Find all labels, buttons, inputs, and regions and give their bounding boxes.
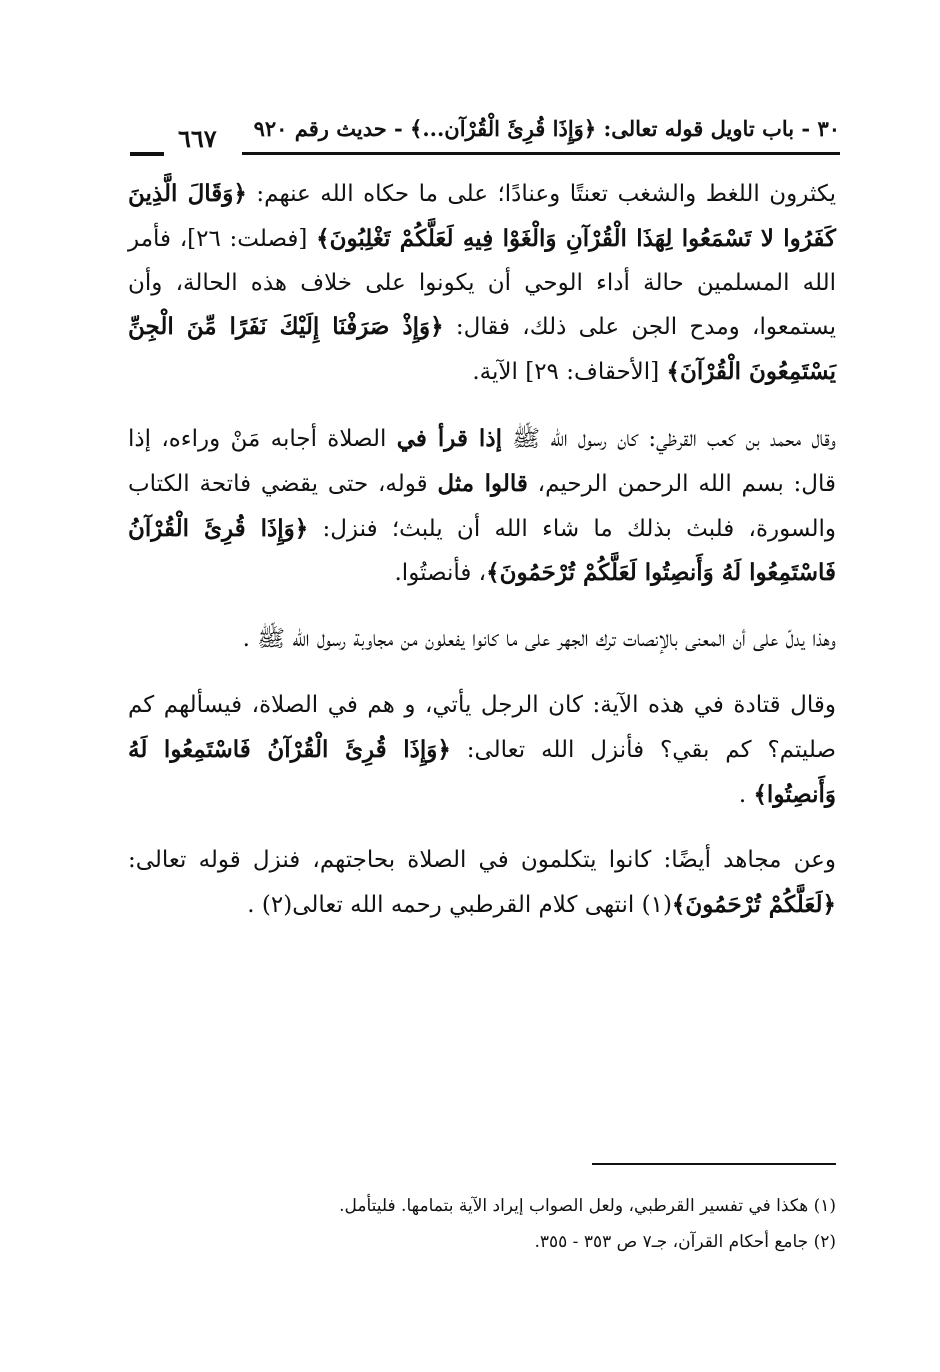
text-segment: [فصلت: ٢٦]، فأمر الله المسلمين حالة أداء الوحي أن يكونوا على خلاف هذه الحالة، وأن يستمعوا، ومدح الجن على ذلك، فقال:	[128, 225, 837, 341]
text-segment: (١) انتهى كلام القرطبي رحمه الله تعالى(٢) .	[247, 892, 672, 919]
footnotes	[120, 1188, 836, 1260]
page-number: ٦٦٧	[178, 124, 217, 153]
text-segment: وقال قتادة في هذه الآية: كان الرجل يأتي، و هم في الصلاة، فيسألهم كم صليتم؟ كم بقي؟ فأنزل الله تعالى:	[128, 691, 836, 763]
paragraph	[128, 684, 836, 817]
text-segment: وقال محمد بن كعب القرظي: كان رسول الله ﷺ	[501, 425, 836, 452]
paragraph	[128, 839, 836, 928]
text-segment: يكثرون اللغط والشغب تعنتًا وعنادًا؛ على ما حكاه الله عنهم:	[246, 181, 836, 207]
quran-verse: ﴿وَإِذَا قُرِئَ الْقُرْآنُ فَاسْتَمِعُوا لَهُ وَأَنصِتُوا لَعَلَّكُمْ تُرْحَمُونَ﴾	[128, 514, 836, 587]
running-header	[160, 112, 840, 156]
paragraph	[128, 417, 836, 596]
text-segment: قوله، حتى يقضي فاتحة الكتاب والسورة، فلبث بذلك ما شاء الله أن يلبث؛ فنزل:	[128, 470, 836, 542]
text-segment: [الأحقاف: ٢٩] الآية.	[472, 359, 667, 386]
header-rule	[242, 152, 840, 155]
footnote: (١) هكذا في تفسير القرطبي، ولعل الصواب إيراد الآية بتمامها. فليتأمل.	[339, 1196, 836, 1216]
quran-verse: ﴿وَإِذْ صَرَفْنَا إِلَيْكَ نَفَرًا مِّنَ الْجِنِّ يَسْتَمِعُونَ الْقُرْآنَ﴾	[128, 313, 836, 386]
header-title: ٣٠ - باب تاويل قوله تعالى: ﴿وَإِذَا قُرِئَ الْقُرْآن...﴾ - حديث رقم ٩٢٠	[253, 116, 840, 141]
main-text	[128, 172, 836, 928]
footnote: (٢) جامع أحكام القرآن، جـ٧ ص ٣٥٣ - ٣٥٥.	[534, 1232, 836, 1252]
quran-verse: ﴿وَقَالَ الَّذِينَ كَفَرُوا لا تَسْمَعُوا لِهَذَا الْقُرْآنِ وَالْغَوْا فِيهِ لَعَلَّكُمْ تَغْلِبُونَ﴾	[128, 180, 836, 252]
text-segment: .	[738, 781, 754, 808]
text-segment: وعن مجاهد أيضًا: كانوا يتكلمون في الصلاة بحاجتهم، فنزل قوله تعالى:	[128, 847, 836, 874]
quran-verse: ﴿وَإِذَا قُرِئَ الْقُرْآنُ فَاسْتَمِعُوا لَهُ وَأَنصِتُوا﴾	[128, 735, 836, 808]
paragraph	[128, 618, 836, 662]
quran-verse: ﴿لَعَلَّكُمْ تُرْحَمُونَ﴾	[671, 891, 836, 919]
text-segment: الصلاة أجابه مَنْ وراءه، إذا قال: بسم الله الرحمن الرحيم،	[128, 425, 836, 497]
paragraph	[128, 172, 836, 395]
header-dash	[130, 152, 164, 156]
quran-verse: قالوا مثل	[437, 469, 528, 497]
text-segment: ، فأنصتُوا.	[394, 560, 487, 587]
quran-verse: إذا قرأ في	[396, 424, 502, 452]
footnote-divider	[592, 1163, 836, 1165]
text-segment: وهذا يدلّ على أن المعنى بالإنصات ترك الجهر على ما كانوا يفعلون من مجاوبة رسول الله ﷺ .	[242, 626, 836, 653]
